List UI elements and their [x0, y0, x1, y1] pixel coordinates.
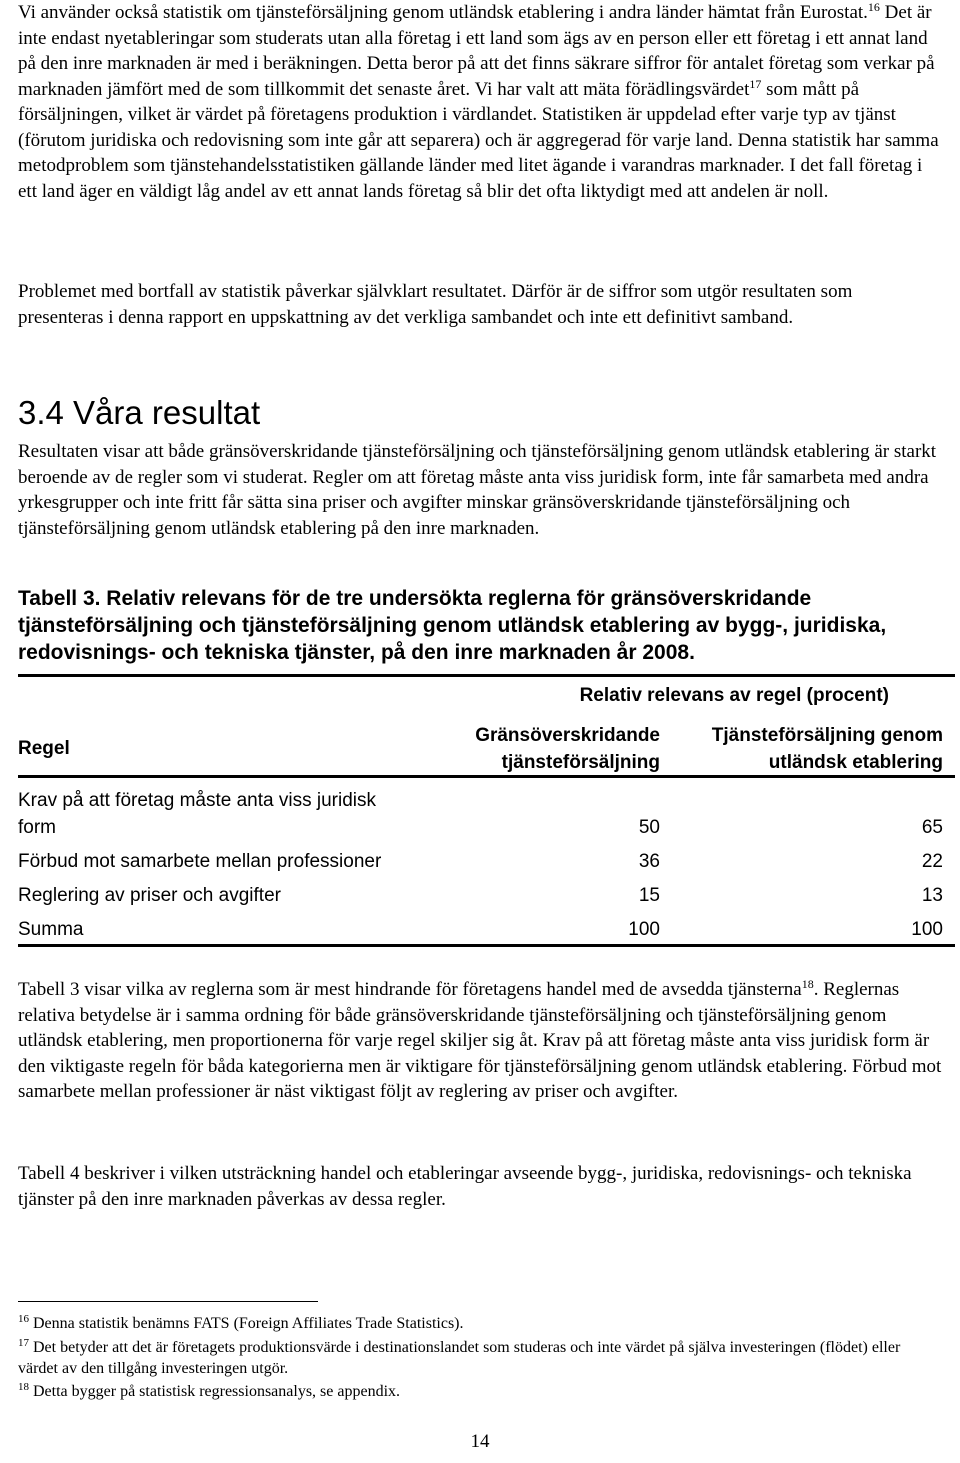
cell-establishment: 100	[911, 919, 943, 940]
section-heading: 3.4 Våra resultat	[18, 394, 261, 431]
paragraph-text: som mått på försäljningen, vilket är värdet på företagens produktion i värdlandet. Statistiken är uppdelad efter varje typ av tjänst (förutom juridiska och redovisning som inte går att separera) och är aggregerad för varje land. Denna statistik har samma metodproblem som tjänstehandelsstatistiken gällande länder med litet ägande i varandras marknader. I det fall företag i ett land äger en väldigt låg andel av ett annat lands företag så blir det ofta liktydigt med att andelen är noll.	[18, 78, 939, 202]
cell-cross-border: 15	[638, 885, 660, 906]
header-line: Tjänsteförsäljning genom	[711, 725, 943, 746]
row-label: Summa	[18, 919, 84, 940]
cell-cross-border: 50	[638, 817, 660, 838]
cell-establishment: 22	[921, 851, 943, 872]
footnote-ref-16[interactable]: 16	[867, 0, 880, 14]
page-number: 14	[470, 1431, 490, 1452]
footnote-number: 17	[18, 1337, 29, 1349]
footnote-ref-17[interactable]: 17	[749, 76, 762, 91]
footnote-text: Detta bygger på statistisk regressionsanalys, se appendix.	[29, 1383, 401, 1400]
cell-cross-border: 100	[628, 919, 660, 940]
paragraph-text: Det är inte endast nyetableringar som studerats utan alla företag i ett land som ägs av en person eller ett företag i ett annat land på den inre marknaden är med i beräkningen. Detta beror på att det finns säkrare siffror för antalet företag som verkar på marknaden jämfört med de som tillkommit det senaste året. Vi har valt att mäta förädlingsvärdet	[18, 2, 935, 100]
paragraph-results-intro: Resultaten visar att både gränsöverskridande tjänsteförsäljning och tjänsteförsäljning genom utländsk etablering är starkt beroende av de regler som vi studerat. Regler om att företag måste anta viss juridisk form, inte får samarbeta med andra yrkesgrupper och inte fritt får sätta sina priser och avgifter minskar gränsöverskridande tjänsteförsäljning och tjänsteförsäljning genom utländsk etablering på den inre marknaden.	[18, 441, 937, 539]
cell-establishment: 13	[921, 885, 943, 906]
footnote-number: 16	[18, 1313, 29, 1325]
row-label-line: Krav på att företag måste anta viss juridisk	[18, 790, 376, 811]
footnote-ref-18[interactable]: 18	[801, 977, 814, 991]
row-label: Förbud mot samarbete mellan professioner	[18, 851, 382, 872]
table-top-rule	[18, 674, 955, 677]
paragraph-table-discussion	[18, 977, 942, 1105]
footnote-17	[18, 1337, 942, 1379]
header-line: utländsk etablering	[768, 752, 943, 773]
table-bottom-rule	[18, 944, 955, 947]
header-line: Gränsöverskridande	[475, 725, 660, 746]
cell-establishment: 65	[921, 817, 943, 838]
row-label	[18, 787, 438, 841]
paragraph-missing-data: Problemet med bortfall av statistik påverkar självklart resultatet. Därför är de siffror som utgör resultaten som presenteras i denna rapport en uppskattning av det verkliga sambandet och inte ett definitivt samband.	[18, 281, 853, 328]
row-label: Reglering av priser och avgifter	[18, 885, 281, 906]
paragraph-table4-intro: Tabell 4 beskriver i vilken utsträckning handel och etableringar avseende bygg-, juridiska, redovisnings- och tekniska tjänster på den inre marknaden påverkas av dessa regler.	[18, 1163, 912, 1210]
paragraph-text: Tabell 3 visar vilka av reglerna som är mest hindrande för företagens handel med de avsedda tjänsterna	[18, 979, 802, 1000]
paragraph-statistics-method	[18, 0, 942, 204]
cell-cross-border: 36	[638, 851, 660, 872]
footnote-text: Det betyder att det är företagets produktionsvärde i destinationslandet som studeras och inte värdet på själva investeringen (flödet) eller värdet av den tillgång investeringen utgör.	[18, 1339, 901, 1377]
table-header-regel: Regel	[18, 738, 70, 759]
table-header-rule	[18, 775, 955, 778]
footnote-18	[18, 1381, 400, 1402]
footnote-text: Denna statistik benämns FATS (Foreign Affiliates Trade Statistics).	[29, 1315, 464, 1332]
paragraph-text: . Reglernas relativa betydelse är i samma ordning för både gränsöverskridande tjänsteförsäljning och tjänsteförsäljning genom utländsk etablering, men proportionerna för varje regel skiljer sig åt. Krav på att företag måste anta viss juridisk form är den viktigaste regeln för båda kategorierna men är viktigare för tjänsteförsäljning genom utländsk etablering. Förbud mot samarbete mellan professioner är näst viktigast följt av reglering av priser och avgifter.	[18, 979, 942, 1102]
paragraph-text: Vi använder också statistik om tjänsteförsäljning genom utländsk etablering i andra länder hämtat från Eurostat.	[18, 2, 868, 23]
row-label-line: form	[18, 817, 56, 838]
header-line: tjänsteförsäljning	[501, 752, 660, 773]
table-header-establishment	[668, 722, 943, 776]
footnote-number: 18	[18, 1381, 29, 1393]
table-caption: Tabell 3. Relativ relevans för de tre undersökta reglerna för gränsöverskridande tjänsteförsäljning och tjänsteförsäljning genom utländsk etablering av bygg-, juridiska, redovisnings- och tekniska tjänster, på den inre marknaden år 2008.	[18, 587, 887, 664]
footnote-16	[18, 1313, 464, 1334]
footnote-separator	[18, 1301, 318, 1302]
table-header-cross-border	[418, 722, 660, 776]
table-group-header: Relativ relevans av regel (procent)	[579, 685, 889, 706]
